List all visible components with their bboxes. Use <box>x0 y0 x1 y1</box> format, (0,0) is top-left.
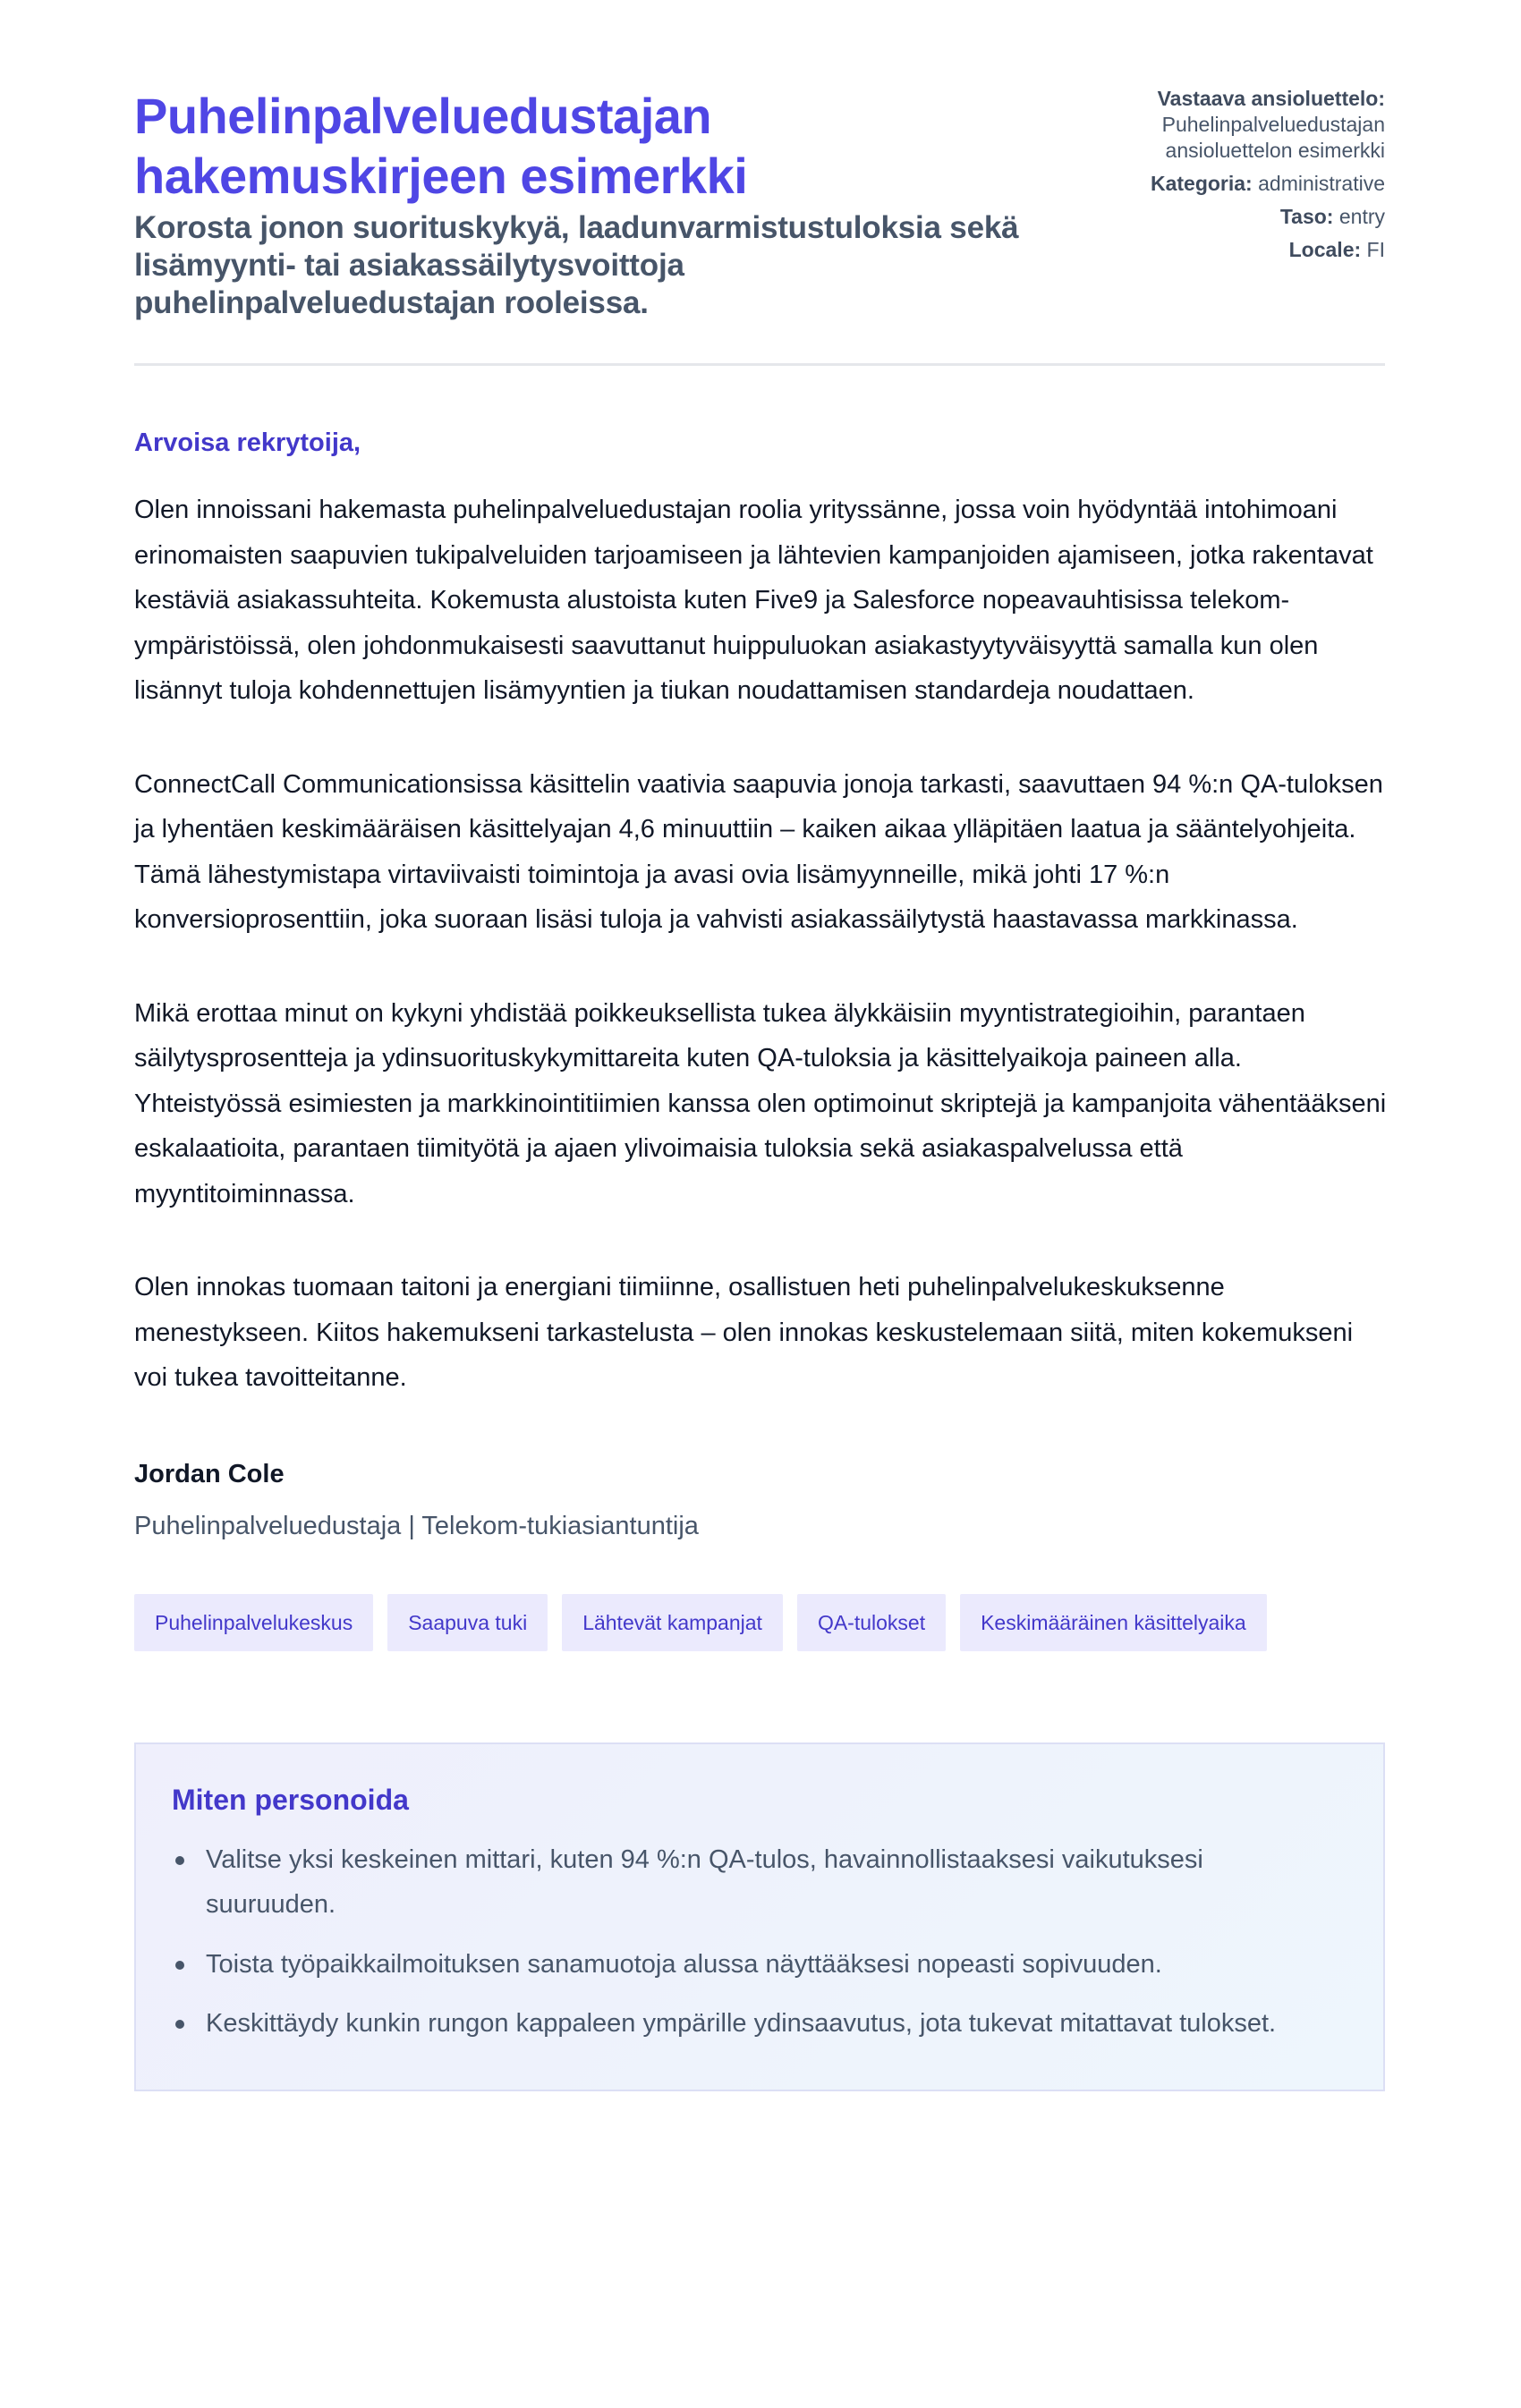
tips-item-text: Toista työpaikkailmoituksen sanamuotoja alussa näyttääksesi nopeasti sopivuuden. <box>206 1949 1162 1979</box>
meta-locale-label: Locale: <box>1288 238 1362 261</box>
bullet-dot-icon <box>175 1961 184 1970</box>
page-title: Puhelinpalveluedustajan hakemuskirjeen esimerkki <box>134 88 748 204</box>
meta-level-label: Taso: <box>1279 205 1334 228</box>
bullet-dot-icon <box>175 2020 184 2029</box>
tag-chip[interactable]: Puhelinpalvelukeskus <box>134 1594 373 1651</box>
header-title-block <box>134 86 1029 322</box>
tips-title: Miten personoida <box>172 1783 409 1816</box>
tips-list-item <box>172 1837 1335 1928</box>
meta-level <box>1090 204 1385 230</box>
meta-info <box>1090 86 1385 270</box>
page-subtitle: Korosta jonon suorituskykyä, laadunvarmistustuloksia sekä lisämyynti- tai asiakassäilytysvoittoja puhelinpalveluedustajan rooleissa. <box>134 210 1019 320</box>
meta-related-resume-link[interactable]: Puhelinpalveluedustajan ansioluettelon esimerkki <box>1161 113 1385 162</box>
tips-item-text: Valitse yksi keskeinen mittari, kuten 94 %:n QA-tulos, havainnollistaaksesi vaikutuksesi suuruuden. <box>206 1844 1203 1919</box>
tag-chip[interactable]: Saapuva tuki <box>387 1594 548 1651</box>
meta-level-value: entry <box>1338 205 1385 228</box>
meta-category-label: Kategoria: <box>1150 172 1253 195</box>
keyword-tags <box>134 1594 1385 1651</box>
letter-paragraphs <box>134 488 1385 1401</box>
letter-paragraph: Olen innoissani hakemasta puhelinpalveluedustajan roolia yrityssänne, jossa voin hyödyntää intohimoani erinomaisten saapuvien tukipalveluiden tarjoamiseen ja lähtevien kampanjoiden ajamiseen, jotka rakentavat kestäviä asiakassuhteita. Kokemusta alustoista kuten Five9 ja Salesforce nopeavauhtisissa telekom-ympäristöissä, olen johdonmukaisesti saavuttanut huippuluokan asiakastyytyväisyyttä samalla kun olen lisännyt tuloja kohdennettujen lisämyyntien ja tiukan noudattamisen standardeja noudattaen. <box>134 496 1373 705</box>
meta-category-value: administrative <box>1258 172 1385 195</box>
tips-item-text: Keskittäydy kunkin rungon kappaleen ympärille ydinsaavutus, jota tukevat mitattavat tulokset. <box>206 2009 1277 2038</box>
letter-greeting: Arvoisa rekrytoija, <box>134 428 361 457</box>
personalization-tips-box <box>134 1742 1385 2091</box>
signature-name: Jordan Cole <box>134 1459 285 1488</box>
meta-related-resume <box>1090 86 1385 164</box>
tag-chip[interactable]: Lähtevät kampanjat <box>562 1594 783 1651</box>
bullet-dot-icon <box>175 1856 184 1865</box>
signature-block <box>134 1458 1385 1542</box>
meta-related-resume-label: Vastaava ansioluettelo: <box>1157 87 1385 110</box>
letter-paragraph: Mikä erottaa minut on kykyni yhdistää poikkeuksellista tukea älykkäisiin myyntistrategioihin, parantaen säilytysprosentteja ja ydinsuorituskykymittareita kuten QA-tuloksia ja käsittelyaikoja paineen alla. Yhteistyössä esimiesten ja markkinointitiimien kanssa olen optimoinut skriptejä ja kampanjoita vähentääkseni eskalaatioita, parantaen tiimityötä ja ajaen ylivoimaisia tuloksia sekä asiakaspalvelussa että myyntitoiminnassa. <box>134 998 1387 1208</box>
tag-chip[interactable]: QA-tulokset <box>797 1594 946 1651</box>
meta-locale-value: FI <box>1366 238 1385 261</box>
page-header <box>134 86 1385 366</box>
letter-body <box>134 427 1385 1542</box>
tips-list-item <box>172 2001 1335 2047</box>
tag-chip[interactable]: Keskimääräinen käsittelyaika <box>960 1594 1267 1651</box>
tips-list <box>172 1837 1347 2047</box>
letter-paragraph: ConnectCall Communicationsissa käsittelin vaativia saapuvia jonoja tarkasti, saavuttaen 94 %:n QA-tuloksen ja lyhentäen keskimääräisen käsittelyajan 4,6 minuuttiin – kaiken aikaa ylläpitäen laatua ja sääntelyohjeita. Tämä lähestymistapa virtaviivaisti toimintoja ja avasi ovia lisämyynneille, mikä johti 17 %:n konversioprosenttiin, joka suoraan lisäsi tuloja ja vahvisti asiakassäilytystä haastavassa markkinassa. <box>134 769 1383 934</box>
signature-title: Puhelinpalveluedustaja | Telekom-tukiasiantuntija <box>134 1511 699 1540</box>
meta-locale <box>1090 237 1385 263</box>
tips-list-item <box>172 1942 1335 1988</box>
letter-paragraph: Olen innokas tuomaan taitoni ja energiani tiimiinne, osallistuen heti puhelinpalvelukeskuksenne menestykseen. Kiitos hakemukseni tarkastelusta – olen innokas keskustelemaan siitä, miten kokemukseni voi tukea tavoitteitanne. <box>134 1273 1354 1392</box>
meta-category <box>1090 171 1385 197</box>
